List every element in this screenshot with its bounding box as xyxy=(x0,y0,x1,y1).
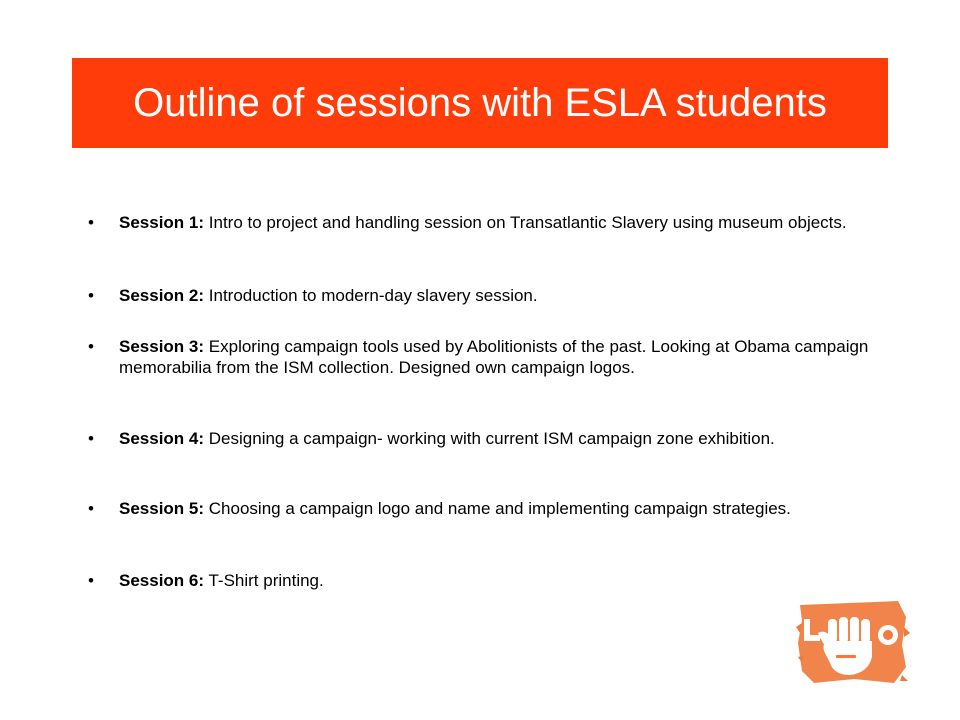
session-body xyxy=(119,428,878,449)
session-item-5 xyxy=(88,498,878,519)
session-body xyxy=(119,570,878,591)
session-body xyxy=(119,336,878,378)
session-label: Session 6: xyxy=(119,571,205,590)
raised-fist-logo-icon xyxy=(794,597,910,687)
session-label: Session 3: xyxy=(119,337,205,356)
bullet-icon: • xyxy=(88,429,94,448)
session-item-6 xyxy=(88,570,878,591)
session-label: Session 1: xyxy=(119,213,205,232)
session-text: Intro to project and handling session on Transatlantic Slavery using museum objects. xyxy=(204,213,847,232)
session-text: Designing a campaign- working with current ISM campaign zone exhibition. xyxy=(204,429,775,448)
session-item-1 xyxy=(88,212,878,233)
session-label: Session 2: xyxy=(119,286,205,305)
session-text: Choosing a campaign logo and name and implementing campaign strategies. xyxy=(204,499,791,518)
bullet-icon: • xyxy=(88,286,94,305)
session-item-2 xyxy=(88,285,878,306)
session-label: Session 4: xyxy=(119,429,205,448)
session-item-4 xyxy=(88,428,878,449)
session-label: Session 5: xyxy=(119,499,205,518)
session-body xyxy=(119,498,878,519)
session-text: Exploring campaign tools used by Abolitionists of the past. Looking at Obama campaign memorabilia from the ISM collection. Designed own campaign logos. xyxy=(119,337,869,377)
session-body xyxy=(119,285,878,306)
session-text: T-Shirt printing. xyxy=(204,571,324,590)
slide-title: Outline of sessions with ESLA students xyxy=(133,80,827,125)
bullet-icon: • xyxy=(88,337,94,356)
bullet-icon: • xyxy=(88,499,94,518)
session-body xyxy=(119,212,878,233)
bullet-icon: • xyxy=(88,571,94,590)
bullet-icon: • xyxy=(88,213,94,232)
session-item-3 xyxy=(88,336,878,378)
session-text: Introduction to modern-day slavery session. xyxy=(204,286,538,305)
